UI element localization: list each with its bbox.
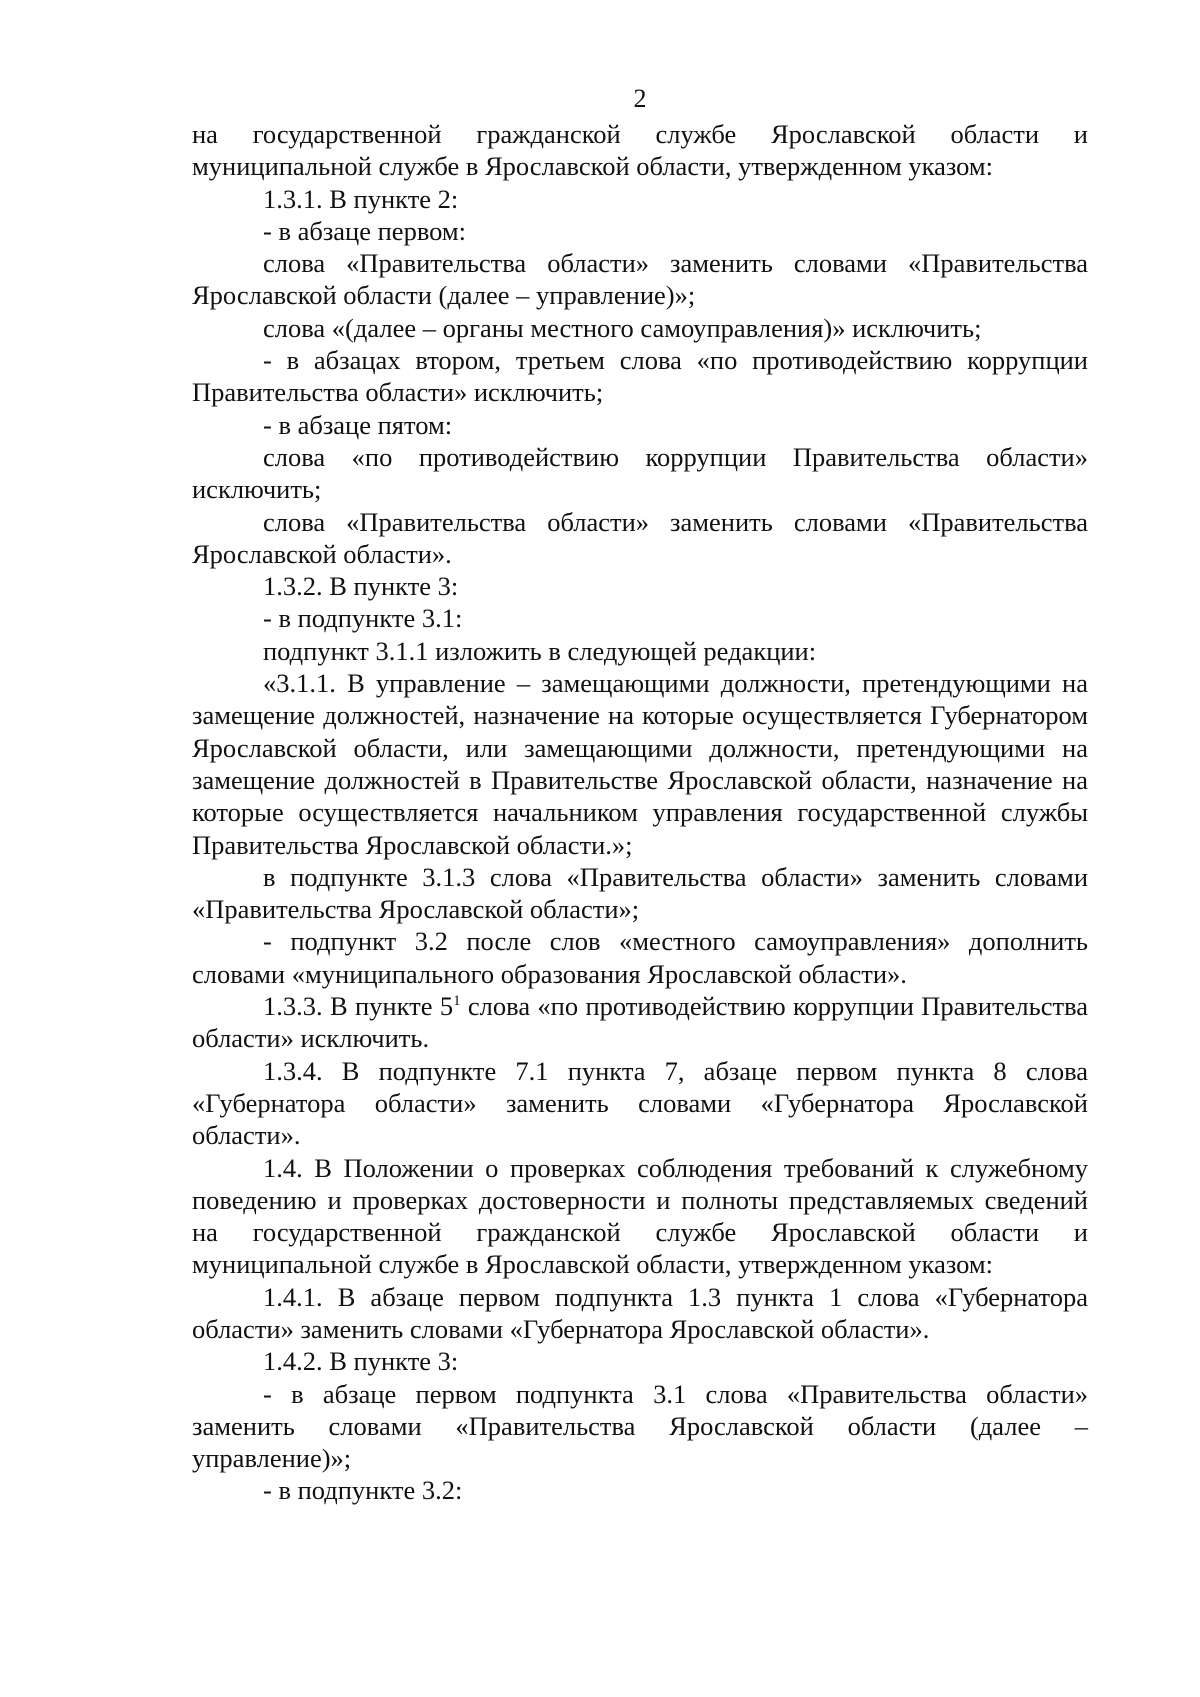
superscript: 1: [453, 993, 461, 1010]
paragraph: слова «Правительства области» заменить словами «Правительства Ярославской области».: [192, 506, 1088, 569]
page-number: 2: [633, 84, 647, 113]
paragraph: 1.4.2. В пункте 3:: [263, 1346, 459, 1377]
paragraph: слова «Правительства области» заменить словами «Правительства Ярославской области (далее – управление)»;: [192, 248, 1088, 311]
paragraph: - в подпункте 3.2:: [263, 1475, 463, 1506]
paragraph: слова «по противодействию коррупции Правительства области» исключить;: [192, 441, 1088, 505]
paragraph: «3.1.1. В управление – замещающими должности, претендующими на замещение должностей, назначение на которые осуществляется Губернатором Ярославской области, или замещающими должности, претендующими на замещение должностей в Правительстве Ярославской области, назначение на которые осуществляется начальником управления государственной службы Правительства Ярославской области.»;: [192, 668, 1088, 860]
paragraph: 1.4.1. В абзаце первом подпункта 1.3 пункта 1 слова «Губернатора области» заменить словами «Губернатора Ярославской области».: [192, 1281, 1088, 1344]
paragraph: 1.3.2. В пункте 3:: [263, 571, 459, 602]
paragraph: в подпункте 3.1.3 слова «Правительства области» заменить словами «Правительства Ярославской области»;: [192, 861, 1088, 925]
paragraph-text: слова «по противодействию коррупции Правительства области» исключить.: [192, 991, 1088, 1054]
paragraph: 1.3.4. В подпункте 7.1 пункта 7, абзаце первом пункта 8 слова «Губернатора области» заменить словами «Губернатора Ярославской области».: [192, 1055, 1088, 1151]
paragraph: 1.4. В Положении о проверках соблюдения требований к служебному поведению и проверках достоверности и полноты представляемых сведений на государственной гражданской службе Ярославской области и муниципальной службе в Ярославской области, утвержденном указом:: [192, 1152, 1088, 1280]
paragraph: - в абзаце первом подпункта 3.1 слова «Правительства области» заменить словами «Правительства Ярославской области (далее – управление)»;: [192, 1378, 1088, 1474]
paragraph: - в абзаце первом:: [263, 215, 467, 246]
document-body: [192, 118, 1088, 1507]
paragraph: - в абзацах втором, третьем слова «по противодействию коррупции Правительства области» исключить;: [192, 345, 1088, 408]
paragraph: подпункт 3.1.1 изложить в следующей редакции:: [263, 635, 817, 666]
paragraph-text: 1.3.3. В пункте 5: [263, 991, 454, 1022]
paragraph: - в абзаце пятом:: [263, 409, 453, 440]
paragraph: 1.3.1. В пункте 2:: [263, 183, 459, 214]
paragraph: [192, 990, 1088, 1055]
paragraph: - в подпункте 3.1:: [263, 603, 463, 634]
paragraph: слова «(далее – органы местного самоуправления)» исключить;: [263, 312, 982, 343]
paragraph: - подпункт 3.2 после слов «местного самоуправления» дополнить словами «муниципального образования Ярославской области».: [192, 926, 1088, 989]
paragraph: на государственной гражданской службе Ярославской области и муниципальной службе в Ярославской области, утвержденном указом:: [192, 119, 1088, 182]
